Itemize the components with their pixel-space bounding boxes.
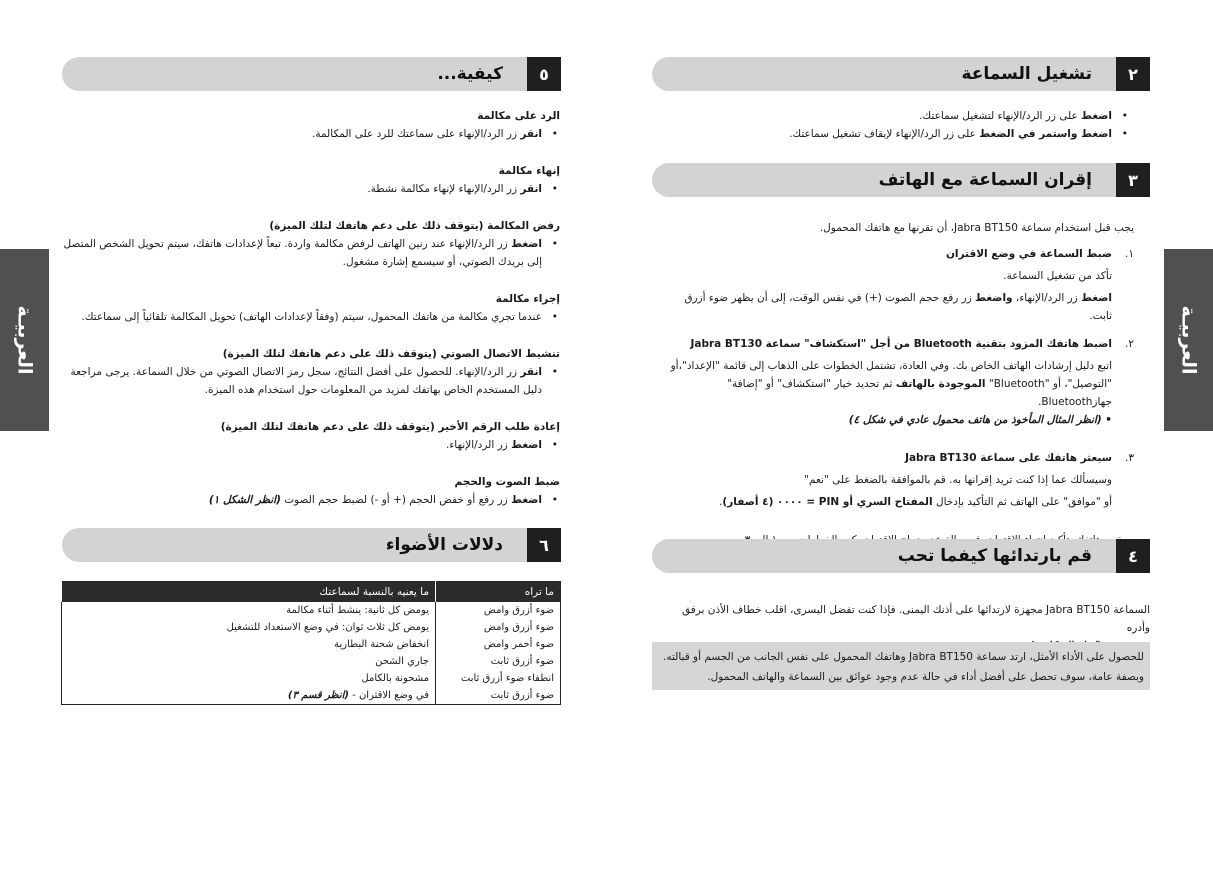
section-number: ٤ [1116, 539, 1150, 573]
column-header: ما يعنيه بالنسبة لسماعتك [62, 582, 436, 603]
table-row [62, 636, 561, 653]
section-title: كيفية... [437, 64, 503, 84]
section-2-body [660, 107, 1130, 143]
section-number: ٦ [527, 528, 561, 562]
column-header: ما تراه [436, 582, 561, 603]
table-cell: ضوء أزرق ثابت [436, 687, 561, 705]
table-row [62, 619, 561, 636]
table-cell: في وضع الاقتران - (انظر قسم ٣) [287, 690, 429, 701]
table-cell: ضوء أحمر وامض [436, 636, 561, 653]
howto-group: تنشيط الاتصال الصوتي (يتوقف ذلك على دعم هاتفك لتلك الميزة) • انقر زر الرد/الإنهاء. للحصول على أفضل النتائج، سجل رمز الاتصال الصوتي من خلال السماعة. يرجى مراجعة دليل المستخدم الخاص بهاتفك لمزيد من المعلومات حول استخدام هذه الميزة. [62, 345, 560, 399]
howto-group: الرد على مكالمة • انقر زر الرد/الإنهاء على سماعتك للرد على المكالمة. [62, 107, 560, 143]
tip-box: للحصول على الأداء الأمثل، ارتد سماعة Jabra BT150 وهاتفك المحمول على نفس الجانب من الجسم أو قبالته. وبصفة عامة، سوف تحصل على أفضل أداء في حالة عدم وجود عوائق بين السماعة والهاتف المحمول. [652, 642, 1150, 690]
section-number: ٥ [527, 57, 561, 91]
step-3: ٣. سيعثر هاتفك على سماعة Jabra BT130 وسيسألك عما إذا كنت تريد إقرانها به. قم بالموافقة بالضغط على "نعم" أو "موافق" على الهاتف ثم التأكيد بإدخال المفتاح السري أو PIN = ٠٠٠٠ (٤ أصفار). [719, 452, 1134, 508]
section-5-body [62, 107, 560, 509]
table-cell: ضوء أزرق وامض [436, 619, 561, 636]
howto-group: إجراء مكالمة • عندما تجري مكالمة من هاتفك المحمول، سيتم (وفقاً لإعدادات الهاتف) تحويل المكالمة تلقائياً إلى سماعتك. [62, 290, 560, 326]
table-cell: ضوء أزرق ثابت [436, 653, 561, 670]
table-cell: انطفاء ضوء أزرق ثابت [436, 670, 561, 687]
list-item: • اضغط على زر الرد/الإنهاء لتشغيل سماعتك. [660, 107, 1130, 125]
side-tab-label: العربيـة [13, 305, 36, 375]
table-cell: انخفاض شحنة البطارية [334, 639, 429, 650]
table-cell: مشحونة بالكامل [361, 673, 429, 684]
side-tab-left [0, 249, 49, 431]
table-row [62, 602, 561, 619]
section-3-body [660, 219, 1134, 549]
howto-group: رفض المكالمة (يتوقف ذلك على دعم هاتفك لتلك الميزة) • اضغط زر الرد/الإنهاء عند رنين الهاتف لرفض مكالمة واردة. تبعاً لإعدادات هاتفك، سيتم تحويل الشخص المتصل إلى بريدك الصوتي، أو سيسمع إشارة مشغول. [62, 217, 560, 271]
table-cell: يومض كل ثلاث ثوان: في وضع الاستعداد للتشغيل [226, 622, 429, 633]
section-title: تشغيل السماعة [961, 64, 1092, 84]
section-number: ٢ [1116, 57, 1150, 91]
table-row [62, 670, 561, 687]
section-title: إقران السماعة مع الهاتف [878, 170, 1092, 190]
section-4-header [652, 539, 1150, 573]
intro-text: يجب قبل استخدام سماعة Jabra BT150، أن تقرنها مع هاتفك المحمول. [819, 222, 1134, 234]
section-5-header [62, 57, 561, 91]
section-2-header [652, 57, 1150, 91]
step-2: ٢. اضبط هاتفك المزود بتقنية Bluetooth من أجل "استكشاف" سماعة Jabra BT130 اتبع دليل إرشادات الهاتف الخاص بك. وفي العادة، تشتمل الخطوات على الذهاب إلى قائمة "الإعداد"،أو "التوصيل"، أو "Bluetooth" الموجودة بالهاتف ثم تحديد خيار "استكشاف" أو "إضافة" جهازBluetooth. • (انظر المثال المأخوذ من هاتف محمول عادي في شكل ٤) [670, 338, 1134, 426]
table-cell: جاري الشحن [375, 656, 429, 667]
section-4-body: السماعة Jabra BT150 مجهزة لارتدائها على أذنك اليمنى. فإذا كنت تفضل اليسرى، اقلب خطاف الأذن برفق وأدره [681, 604, 1150, 634]
side-tab-right [1164, 249, 1213, 431]
section-title: دلالات الأضواء [385, 535, 503, 555]
table-header-row [62, 582, 561, 603]
light-indicators-table [61, 581, 561, 705]
table-row [62, 653, 561, 670]
side-tab-label: العربيـة [1177, 305, 1200, 375]
list-item: • اضغط واستمر في الضغط على زر الرد/الإنهاء لإيقاف تشغيل سماعتك. [660, 125, 1130, 143]
howto-group: إنهاء مكالمة • انقر زر الرد/الإنهاء لإنهاء مكالمة نشطة. [62, 162, 560, 198]
step-1: ١. ضبط السماعة في وضع الاقتران تأكد من تشغيل السماعة. اضغط زر الرد/الإنهاء، واضغط زر رفع حجم الصوت (+) في نفس الوقت، إلى أن يظهر ضوء أزرق ثابت. [684, 248, 1134, 322]
section-3-header [652, 163, 1150, 197]
table-cell: ضوء أزرق وامض [436, 602, 561, 619]
section-number: ٣ [1116, 163, 1150, 197]
table-row [62, 687, 561, 705]
section-6-header [62, 528, 561, 562]
section-title: قم بارتدائها كيفما تحب [897, 546, 1092, 566]
howto-group: إعادة طلب الرقم الأخير (يتوقف ذلك على دعم هاتفك لتلك الميزة) • اضغط زر الرد/الإنهاء. [62, 418, 560, 454]
howto-group: ضبط الصوت والحجم • اضغط زر رفع أو خفض الحجم (+ أو -) لضبط حجم الصوت (انظر الشكل ١) [62, 473, 560, 509]
table-cell: يومض كل ثانية: ينشط أثناء مكالمة [286, 605, 429, 616]
